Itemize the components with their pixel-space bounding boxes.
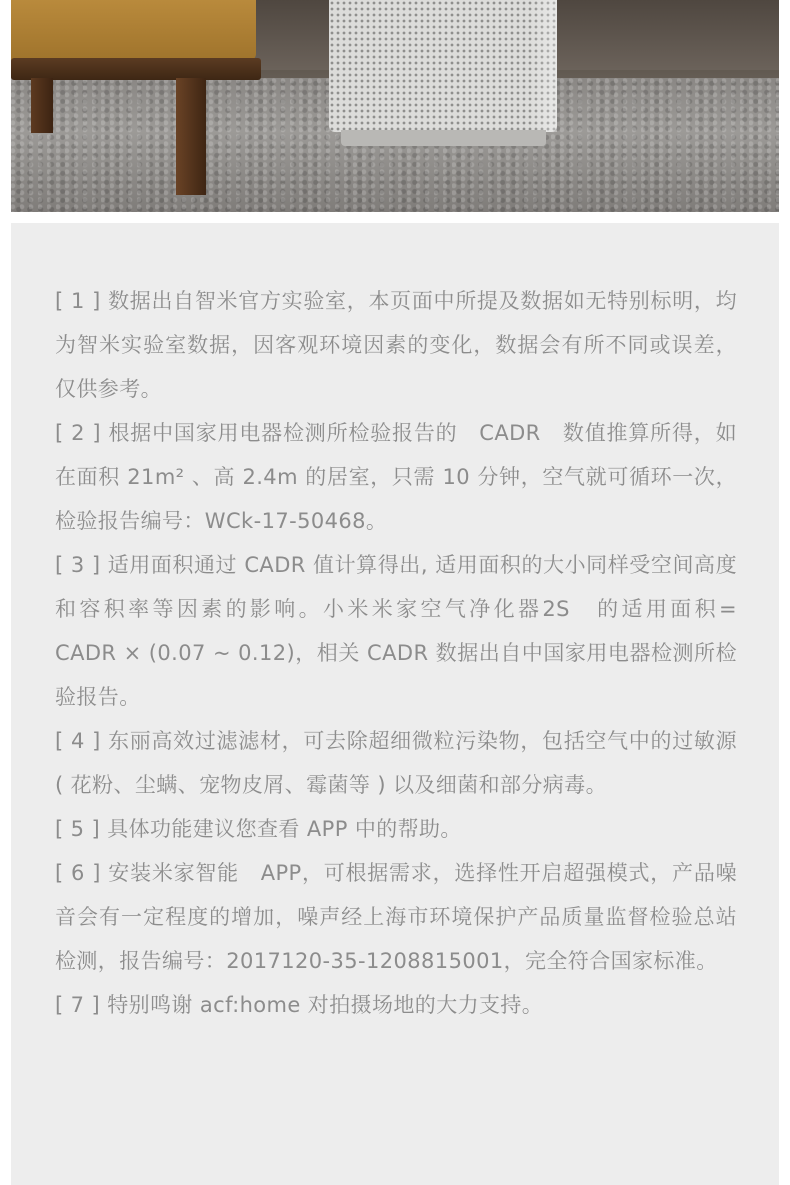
footnote-5 [55,807,737,851]
product-photo [11,0,779,212]
footnote-text: 特别鸣谢 acf:home 对拍摄场地的大力支持。 [107,993,544,1017]
footnote-6 [55,851,737,983]
footnote-marker: [ 6 ] [55,861,101,885]
footnote-marker: [ 4 ] [55,729,101,753]
photo-sofa-seat [11,0,256,60]
footnote-text: 根据中国家用电器检测所检验报告的 CADR 数值推算所得，如在面积 21m² 、高 2.4m 的居室，只需 10 分钟，空气就可循环一次，检验报告编号：WCk-17-50468。 [55,421,737,533]
footnote-7 [55,983,737,1027]
footnote-1 [55,279,737,411]
photo-sofa-leg [31,78,53,133]
footnote-text: 安装米家智能 APP，可根据需求，选择性开启超强模式，产品噪音会有一定程度的增加，噪声经上海市环境保护产品质量监督检验总站检测，报告编号：2017120-35-1208815001，完全符合国家标准。 [55,861,737,973]
footnote-marker: [ 3 ] [55,553,101,577]
footnote-marker: [ 7 ] [55,993,101,1017]
footnote-text: 具体功能建议您查看 APP 中的帮助。 [107,817,462,841]
footnote-marker: [ 5 ] [55,817,101,841]
footnote-text: 数据出自智米官方实验室，本页面中所提及数据如无特别标明，均为智米实验室数据，因客观环境因素的变化，数据会有所不同或误差，仅供参考。 [55,289,737,401]
photo-air-purifier [329,0,557,132]
photo-sofa-frame [11,58,261,80]
footnote-4 [55,719,737,807]
footnote-text: 东丽高效过滤滤材，可去除超细微粒污染物，包括空气中的过敏源 ( 花粉、尘螨、宠物皮屑、霉菌等 ) 以及细菌和部分病毒。 [55,729,737,797]
photo-air-purifier-highlight [529,0,557,132]
photo-air-purifier-base [341,130,546,146]
footnote-3 [55,543,759,719]
footnote-marker: [ 2 ] [55,421,101,445]
photo-sofa-leg [176,78,206,195]
footnotes-list [55,279,759,1027]
footnote-2 [55,411,737,543]
footnotes-panel [11,223,779,1185]
footnote-marker: [ 1 ] [55,289,101,313]
footnote-text: 适用面积通过 CADR 值计算得出, 适用面积的大小同样受空间高度和容积率等因素的影响。小米米家空气净化器2S 的适用面积= CADR × (0.07 ~ 0.12)，相关 CADR 数据出自中国家用电器检测所检验报告。 [55,553,759,709]
